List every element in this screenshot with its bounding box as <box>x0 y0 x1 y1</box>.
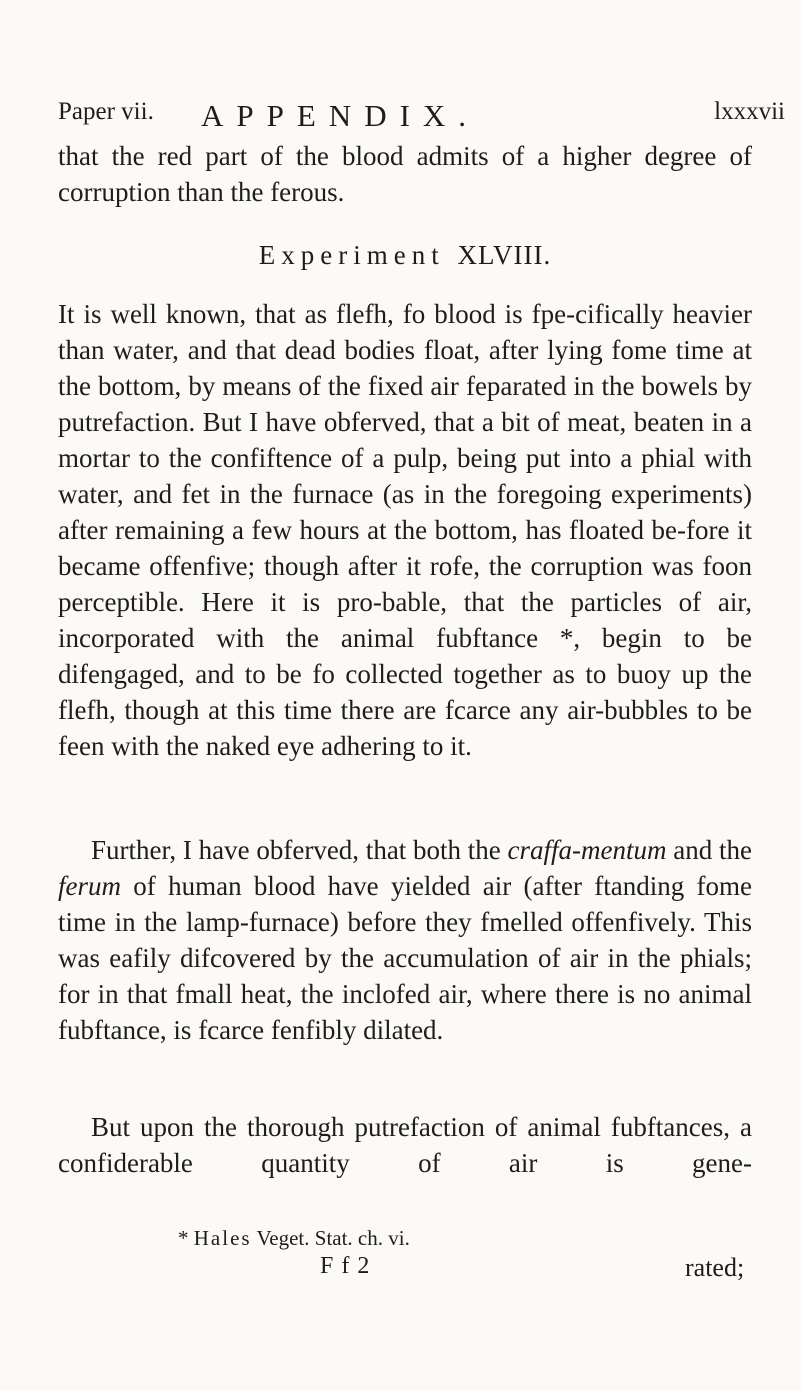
footnote-text: Veget. Stat. ch. vi. <box>256 1226 410 1250</box>
footnote-marker: * <box>178 1226 189 1250</box>
running-header <box>0 98 801 132</box>
p3-text-a: Further, I have obferved, that both the <box>91 835 508 865</box>
paragraph-further <box>58 832 752 1048</box>
header-title: APPENDIX. <box>201 98 480 133</box>
experiment-heading <box>58 240 752 271</box>
paragraph-experiment: It is well known, that as flefh, fo blood is fpe-cifically heavier than water, and that dead bodies float, after lying fome time at the bottom, by means of the fixed air feparated in the bowels by putrefaction. But I have obferved, that a bit of meat, beaten in a mortar to the confiftence of a pulp, being put into a phial with water, and fet in the furnace (as in the foregoing experiments) after remaining a few hours at the bottom, has floated be-fore it became offenfive; though after it rofe, the corruption was foon perceptible. Here it is pro-bable, that the particles of air, incorporated with the animal fubftance *, begin to be difengaged, and to be fo collected together as to buoy up the flefh, though at this time there are fcarce any air-bubbles to be feen with the naked eye adhering to it. <box>58 299 752 761</box>
paragraph-putrefaction: But upon the thorough putrefaction of animal fubftances, a confiderable quantity of air is gene- <box>58 1112 752 1178</box>
footnote-author: Hales <box>193 1226 252 1250</box>
term-serum: ferum <box>58 871 121 901</box>
header-section: Paper vii. <box>58 98 154 125</box>
paragraph-continuation: that the red part of the blood admits of a higher degree of corruption than the ferous. <box>58 141 752 207</box>
signature-mark: Ff2 <box>320 1253 378 1279</box>
experiment-label: Experiment <box>258 240 445 270</box>
experiment-number: XLVIII. <box>457 240 552 270</box>
p3-text-c: of human blood have yielded air (after ftanding fome time in the lamp-furnace) before they fmelled offenfively. This was eafily difcovered by the accumulation of air in the phials; for in that fmall heat, the inclofed air, where there is no animal fubftance, is fcarce fenfibly dilated. <box>58 871 752 1045</box>
catchword: rated; <box>685 1253 745 1282</box>
term-crassamentum: craffa-mentum <box>507 835 667 865</box>
page-number: lxxxvii <box>714 98 785 125</box>
footnote <box>178 1226 410 1251</box>
p3-text-b: and the <box>666 835 752 865</box>
